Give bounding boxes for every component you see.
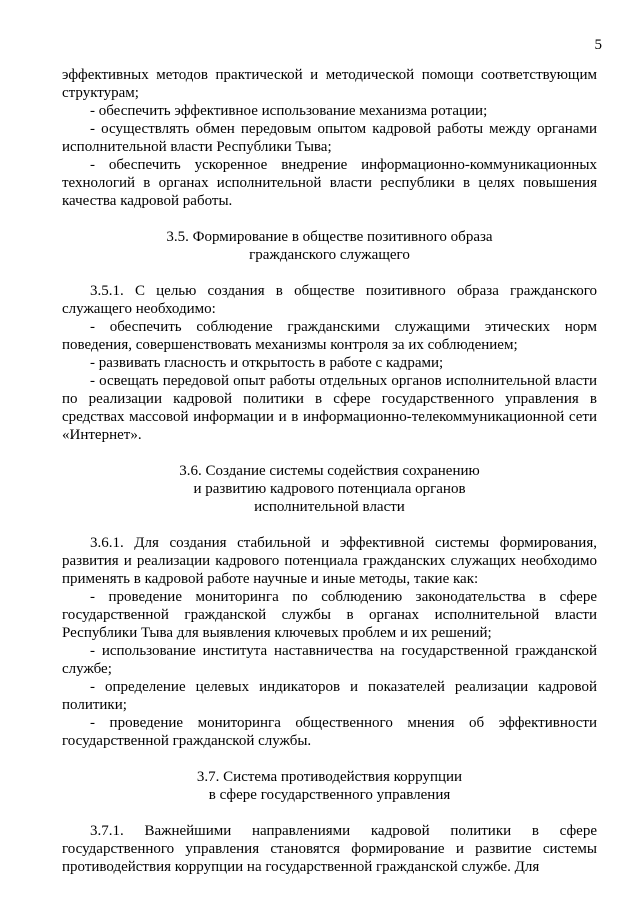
spacer [62, 516, 597, 534]
heading-line: 3.6. Создание системы содействия сохранению [179, 463, 480, 479]
heading-line: в сфере государственного управления [208, 787, 451, 803]
section-heading-3-5 [62, 228, 597, 264]
paragraph-3-5-1: 3.5.1. С целью создания в обществе позитивного образа гражданского служащего необходимо: [62, 283, 597, 317]
paragraph-3-7-1: 3.7.1. Важнейшими направлениями кадровой политики в сфере государственного управления становятся формирование и развитие системы противодействия коррупции на государственной гражданской службе. Для [62, 823, 597, 875]
spacer [62, 264, 597, 282]
list-item-rotation: - обеспечить эффективное использование механизма ротации; [90, 103, 488, 119]
document-body [62, 66, 597, 876]
list-item-public-opinion: - проведение мониторинга общественного мнения об эффективности государственной гражданской службы. [62, 715, 597, 749]
list-item-mentorship: - использование института наставничества на государственной гражданской службе; [62, 643, 597, 677]
list-item-experience-exchange: - осуществлять обмен передовым опытом кадровой работы между органами исполнительной власти Республики Тыва; [62, 121, 597, 155]
section-heading-3-7 [62, 768, 597, 804]
list-item-indicators: - определение целевых индикаторов и показателей реализации кадровой политики; [62, 679, 597, 713]
section-heading-3-6 [62, 462, 597, 516]
spacer [62, 210, 597, 228]
spacer [62, 750, 597, 768]
heading-line: гражданского служащего [249, 247, 410, 263]
heading-line: исполнительной власти [254, 499, 405, 515]
paragraph-continuation: эффективных методов практической и методической помощи соответствующим структурам; [62, 67, 597, 101]
list-item-transparency: - развивать гласность и открытость в работе с кадрами; [90, 355, 444, 371]
heading-line: 3.5. Формирование в обществе позитивного образа [166, 229, 493, 245]
spacer [62, 804, 597, 822]
paragraph-3-6-1: 3.6.1. Для создания стабильной и эффективной системы формирования, развития и реализации кадрового потенциала гражданских служащих необходимо применять в кадровой работе научные и иные методы, такие как: [62, 535, 597, 587]
list-item-monitoring-legislation: - проведение мониторинга по соблюдению законодательства в сфере государственной гражданской службы в органах исполнительной власти Республики Тыва для выявления ключевых проблем и их решений; [62, 589, 597, 641]
list-item-ethics: - обеспечить соблюдение гражданскими служащими этических норм поведения, совершенствовать механизмы контроля за их соблюдением; [62, 319, 597, 353]
spacer [62, 444, 597, 462]
list-item-ict-implementation: - обеспечить ускоренное внедрение информационно-коммуникационных технологий в органах исполнительной власти республики в целях повышения качества кадровой работы. [62, 157, 597, 209]
page-number: 5 [594, 37, 602, 53]
list-item-media-coverage: - освещать передовой опыт работы отдельных органов исполнительной власти по реализации кадровой политики в сфере государственного управления в средствах массовой информации и в информационно-телекоммуникационной сети «Интернет». [62, 373, 597, 443]
heading-line: и развитию кадрового потенциала органов [193, 481, 466, 497]
heading-line: 3.7. Система противодействия коррупции [196, 769, 463, 785]
